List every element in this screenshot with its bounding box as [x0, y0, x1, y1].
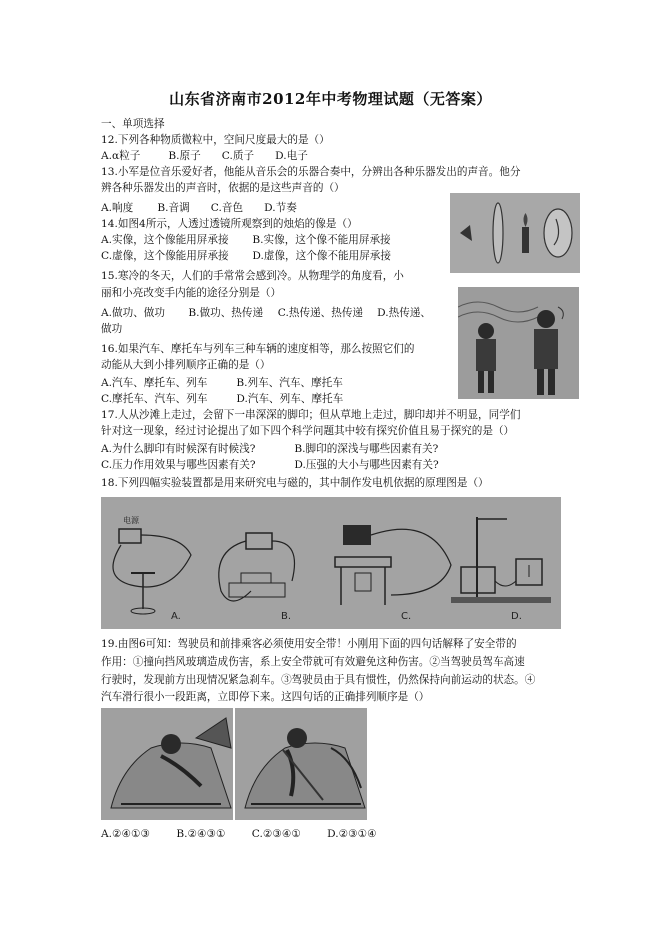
q14-option-b: B.实像，这个像不能用屏承接 [252, 234, 391, 246]
q14-option-c: C.虚像，这个像能用屏承接 [101, 250, 229, 262]
section-heading: 一、单项选择 [101, 118, 165, 130]
q14-option-a: A.实像，这个像能用屏承接 [101, 234, 229, 246]
q15-option-d: D.热传递、 [377, 307, 431, 319]
q19-stem-line3: 行驶时，发现前方出现情况紧急刹车。③驾驶员由于具有惯性，仍然保持向前运动的状态。④ [101, 674, 536, 686]
q13-option-b: B.音调 [157, 202, 190, 214]
q15-stem-line1: 15.寒冷的冬天，人们的手常常会感到冷。从物理学的角度看，小 [101, 270, 404, 282]
q13-stem-line1: 13.小军是位音乐爱好者，他能从音乐会的乐器合奏中，分辨出各种乐器发出的声音。他分 [101, 166, 521, 178]
q18-figure-top-label: 电源 [123, 516, 139, 525]
q17-options-row2 [101, 459, 439, 472]
q13-option-d: D.节奏 [264, 202, 297, 214]
q19-stem-line1: 19.由图6可知：驾驶员和前排乘客必须使用安全带！小刚用下面的四句话解释了安全带的 [101, 638, 517, 650]
figure-electromagnetism [101, 497, 561, 629]
q18-figure-label-b: B. [281, 611, 292, 622]
q12-option-c: C.质子 [221, 150, 255, 162]
q15-stem-line2: 丽和小亮改变手内能的途径分别是（） [101, 287, 282, 299]
q12-options [101, 150, 308, 163]
q16-option-d: D.汽车、列车、摩托车 [236, 393, 344, 405]
q17-option-a: A.为什么脚印有时候深有时候浅? [101, 443, 256, 455]
figure-seatbelt [101, 708, 367, 820]
q17-option-b: B.脚印的深浅与哪些因素有关? [294, 443, 439, 455]
q12-stem: 12.下列各种物质微粒中，空间尺度最大的是（） [101, 134, 330, 146]
q17-option-c: C.压力作用效果与哪些因素有关? [101, 459, 256, 471]
q13-options [101, 202, 297, 215]
q19-option-a: A.②④①③ [101, 828, 151, 840]
q14-stem: 14.如图4所示，人透过透镜所观察到的烛焰的像是（） [101, 218, 358, 230]
q18-stem: 18.下列四幅实验装置都是用来研究电与磁的，其中制作发电机依据的原理图是（） [101, 477, 489, 489]
q17-options-row1 [101, 443, 438, 456]
q17-option-d: D.压强的大小与哪些因素有关? [294, 459, 439, 471]
q16-option-c: C.摩托车、汽车、列车 [101, 393, 208, 405]
q13-option-a: A.响度 [101, 202, 134, 214]
q12-option-a: A.α粒子 [101, 150, 141, 162]
q18-figure-label-a: A. [171, 611, 181, 622]
q19-option-b: B.②④③① [176, 828, 226, 840]
q16-options-row1 [101, 377, 343, 390]
q15-option-b: B.做功、热传递 [188, 307, 264, 319]
q15-option-d-tail: 做功 [101, 323, 123, 335]
q18-figure-label-c: C. [401, 611, 412, 622]
figure-winter-hands [458, 287, 579, 399]
q15-options [101, 307, 431, 320]
q13-stem-line2: 辨各种乐器发出的声音时，依据的是这些声音的（） [101, 182, 345, 194]
q16-options-row2 [101, 393, 343, 406]
q19-options [101, 828, 377, 841]
q19-option-d: D.②③①④ [327, 828, 377, 840]
q19-stem-line4: 汽车滑行很小一段距离，立即停下来。这四句话的正确排列顺序是（） [101, 691, 430, 703]
q15-option-a: A.做功、做功 [101, 307, 165, 319]
q16-stem-line1: 16.如果汽车、摩托车与列车三种车辆的速度相等，那么按照它们的 [101, 343, 415, 355]
q14-option-d: D.虚像，这个像不能用屏承接 [252, 250, 391, 262]
figure-lens-candle [450, 193, 580, 273]
q18-figure-label-d: D. [511, 611, 522, 622]
q19-stem-line2: 作用：①撞向挡风玻璃造成伤害，系上安全带就可有效避免这种伤害。②当驾驶员驾车高速 [101, 656, 525, 668]
q16-option-a: A.汽车、摩托车、列车 [101, 377, 208, 389]
q12-option-b: B.原子 [168, 150, 201, 162]
q14-options-row2 [101, 250, 391, 263]
q13-option-c: C.音色 [210, 202, 244, 214]
q16-option-b: B.列车、汽车、摩托车 [236, 377, 343, 389]
q17-stem-line2: 针对这一现象，经过讨论提出了如下四个科学问题其中较有探究价值且易于探究的是（） [101, 425, 515, 437]
q14-options-row1 [101, 234, 391, 247]
page-title: 山东省济南市2012年中考物理试题（无答案） [169, 90, 492, 108]
q12-option-d: D.电子 [275, 150, 308, 162]
q16-stem-line2: 动能从大到小排列顺序正确的是（） [101, 359, 271, 371]
q17-stem-line1: 17.人从沙滩上走过，会留下一串深深的脚印；但从草地上走过，脚印却并不明显，同学们 [101, 409, 521, 421]
q19-option-c: C.②③④① [251, 828, 301, 840]
q15-option-c: C.热传递、热传递 [277, 307, 364, 319]
